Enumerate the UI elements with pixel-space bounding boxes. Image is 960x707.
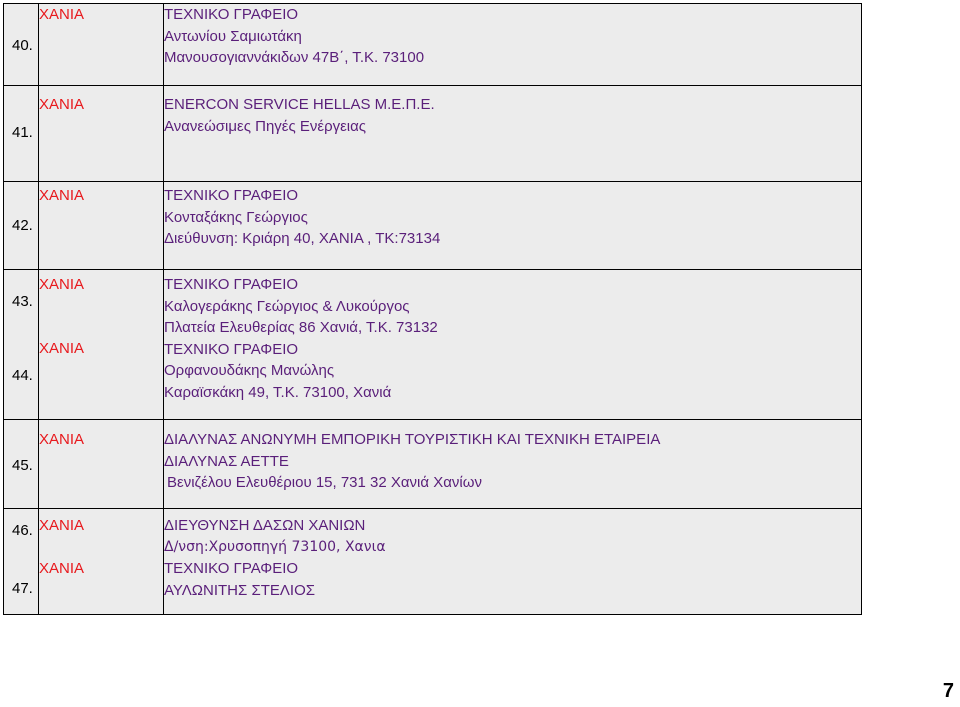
- office-line: Ανανεώσιμες Πηγές Ενέργειας: [164, 117, 367, 135]
- table-row: [4, 509, 862, 615]
- number-cell: [4, 270, 39, 420]
- entry-city: ΧΑΝΙΑ: [39, 96, 85, 113]
- office-line: Καραϊσκάκη 49, Τ.Κ. 73100, Χανιά: [164, 383, 392, 401]
- table-row: [4, 86, 862, 182]
- city-cell: [39, 4, 164, 86]
- office-cell: [164, 509, 862, 615]
- number-cell: [4, 420, 39, 509]
- entry-city: ΧΑΝΙΑ: [39, 6, 85, 23]
- office-line: ΤΕΧΝΙΚΟ ΓΡΑΦΕΙΟ: [164, 560, 299, 577]
- office-line: ΤΕΧΝΙΚΟ ΓΡΑΦΕΙΟ: [164, 340, 299, 358]
- city-cell: [39, 86, 164, 182]
- office-cell: [164, 182, 862, 270]
- entry-number: 43.: [12, 293, 33, 310]
- entry-number: 42.: [12, 217, 33, 234]
- office-line: Διεύθυνση: Κριάρη 40, ΧΑΝΙΑ , ΤΚ:73134: [164, 230, 441, 247]
- office-line: Βενιζέλου Ελευθέριου 15, 731 32 Χανιά Χανίων: [167, 474, 482, 491]
- office-cell: [164, 86, 862, 182]
- city-cell: [39, 509, 164, 615]
- office-line: Δ/νση:Χρυσοπηγή 73100, Χανια: [164, 538, 386, 555]
- table-row: [4, 270, 862, 420]
- office-cell: [164, 420, 862, 509]
- office-line: Πλατεία Ελευθερίας 86 Χανιά, Τ.Κ. 73132: [164, 319, 438, 336]
- entry-number: 41.: [12, 124, 33, 141]
- number-cell: [4, 86, 39, 182]
- office-line: ΔΙΕΥΘΥΝΣΗ ΔΑΣΩΝ ΧΑΝΙΩΝ: [164, 517, 366, 534]
- entry-city: ΧΑΝΙΑ: [39, 187, 85, 204]
- entry-city: ΧΑΝΙΑ: [39, 560, 85, 577]
- city-cell: [39, 420, 164, 509]
- city-cell: [39, 270, 164, 420]
- entry-city: ΧΑΝΙΑ: [39, 517, 85, 534]
- number-cell: [4, 509, 39, 615]
- table-row: [4, 4, 862, 86]
- entry-number: 45.: [12, 457, 33, 474]
- entry-city: ΧΑΝΙΑ: [39, 276, 85, 293]
- entry-city: ΧΑΝΙΑ: [39, 431, 85, 448]
- office-line: ΔΙΑΛΥΝΑΣ ΑΕΤΤΕ: [164, 452, 289, 470]
- entry-number: 44.: [12, 367, 33, 384]
- office-line: ΔΙΑΛΥΝΑΣ ΑΝΩΝΥΜΗ ΕΜΠΟΡΙΚΗ ΤΟΥΡΙΣΤΙΚΗ ΚΑΙ ΤΕΧΝΙΚΗ ΕΤΑΙΡΕΙΑ: [164, 431, 661, 448]
- city-cell: [39, 182, 164, 270]
- table-row: [4, 420, 862, 509]
- entry-number: 47.: [12, 580, 33, 597]
- office-line: ENERCON SERVICE HELLAS Μ.Ε.Π.Ε.: [164, 96, 435, 113]
- office-line: Μανουσογιαννάκιδων 47Β΄, Τ.Κ. 73100: [164, 49, 425, 66]
- office-line: ΤΕΧΝΙΚΟ ΓΡΑΦΕΙΟ: [164, 187, 299, 204]
- entry-number: 46.: [12, 522, 33, 539]
- page-number: 7: [942, 680, 954, 702]
- number-cell: [4, 4, 39, 86]
- office-line: Κονταξάκης Γεώργιος: [164, 208, 308, 226]
- table-row: [4, 182, 862, 270]
- office-line: Αντωνίου Σαμιωτάκη: [164, 27, 302, 45]
- number-cell: [4, 182, 39, 270]
- listing-table: [3, 3, 862, 615]
- office-line: Καλογεράκης Γεώργιος & Λυκούργος: [164, 297, 410, 315]
- entry-city: ΧΑΝΙΑ: [39, 340, 85, 357]
- office-cell: [164, 270, 862, 420]
- office-line: ΑΥΛΩΝΙΤΗΣ ΣΤΕΛΙΟΣ: [164, 581, 316, 599]
- office-line: ΤΕΧΝΙΚΟ ΓΡΑΦΕΙΟ: [164, 6, 299, 23]
- office-line: ΤΕΧΝΙΚΟ ΓΡΑΦΕΙΟ: [164, 276, 299, 293]
- office-line: Ορφανουδάκης Μανώλης: [164, 362, 335, 379]
- office-cell: [164, 4, 862, 86]
- entry-number: 40.: [12, 37, 33, 54]
